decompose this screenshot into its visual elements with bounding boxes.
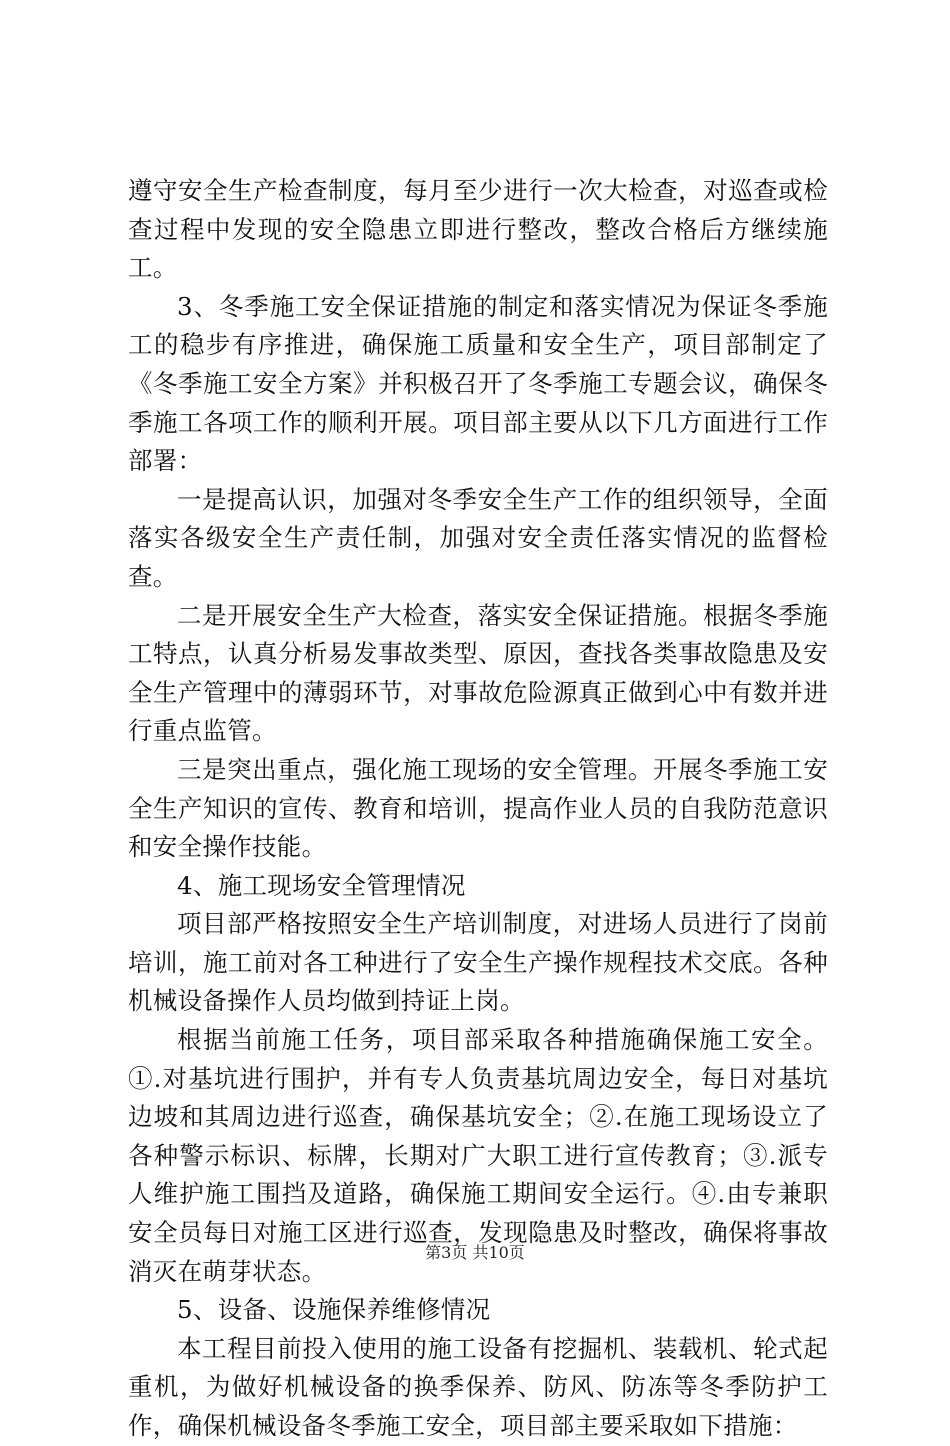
- paragraph: 本工程目前投入使用的施工设备有挖掘机、装载机、轮式起重机，为做好机械设备的换季保养、防风、防冻等冬季防护工作，确保机械设备冬季施工安全，项目部主要采取如下措施：: [128, 1333, 828, 1440]
- paragraph: 遵守安全生产检查制度，每月至少进行一次大检查，对巡查或检查过程中发现的安全隐患立即进行整改，整改合格后方继续施工。: [128, 176, 828, 283]
- section-heading: 4、施工现场安全管理情况: [177, 870, 466, 900]
- page-number: 第3页 共10页: [425, 1243, 525, 1262]
- paragraph: 3、冬季施工安全保证措施的制定和落实情况为保证冬季施工的稳步有序推进，确保施工质量和安全生产，项目部制定了《冬季施工安全方案》并积极召开了冬季施工专题会议，确保冬季施工各项工作的顺利开展。项目部主要从以下几方面进行工作部署：: [128, 291, 828, 476]
- paragraph: 二是开展安全生产大检查，落实安全保证措施。根据冬季施工特点，认真分析易发事故类型、原因，查找各类事故隐患及安全生产管理中的薄弱环节，对事故危险源真正做到心中有数并进行重点监管。: [128, 600, 828, 746]
- paragraph: 一是提高认识，加强对冬季安全生产工作的组织领导，全面落实各级安全生产责任制，加强对安全责任落实情况的监督检查。: [128, 484, 828, 591]
- section-heading: 5、设备、设施保养维修情况: [177, 1295, 491, 1325]
- paragraph: 根据当前施工任务，项目部采取各种措施确保施工安全。①.对基坑进行围护，并有专人负责基坑周边安全，每日对基坑边坡和其周边进行巡查，确保基坑安全；②.在施工现场设立了各种警示标识、标牌，长期对广大职工进行宣传教育；③.派专人维护施工围挡及道路，确保施工期间安全运行。④.由专兼职安全员每日对施工区进行巡查，发现隐患及时整改，确保将事故消灭在萌芽状态。: [128, 1025, 828, 1286]
- paragraph: 三是突出重点，强化施工现场的安全管理。开展冬季施工安全生产知识的宣传、教育和培训，提高作业人员的自我防范意识和安全操作技能。: [128, 754, 828, 862]
- paragraph: 项目部严格按照安全生产培训制度，对进场人员进行了岗前培训，施工前对各工种进行了安全生产操作规程技术交底。各种机械设备操作人员均做到持证上岗。: [128, 909, 828, 1016]
